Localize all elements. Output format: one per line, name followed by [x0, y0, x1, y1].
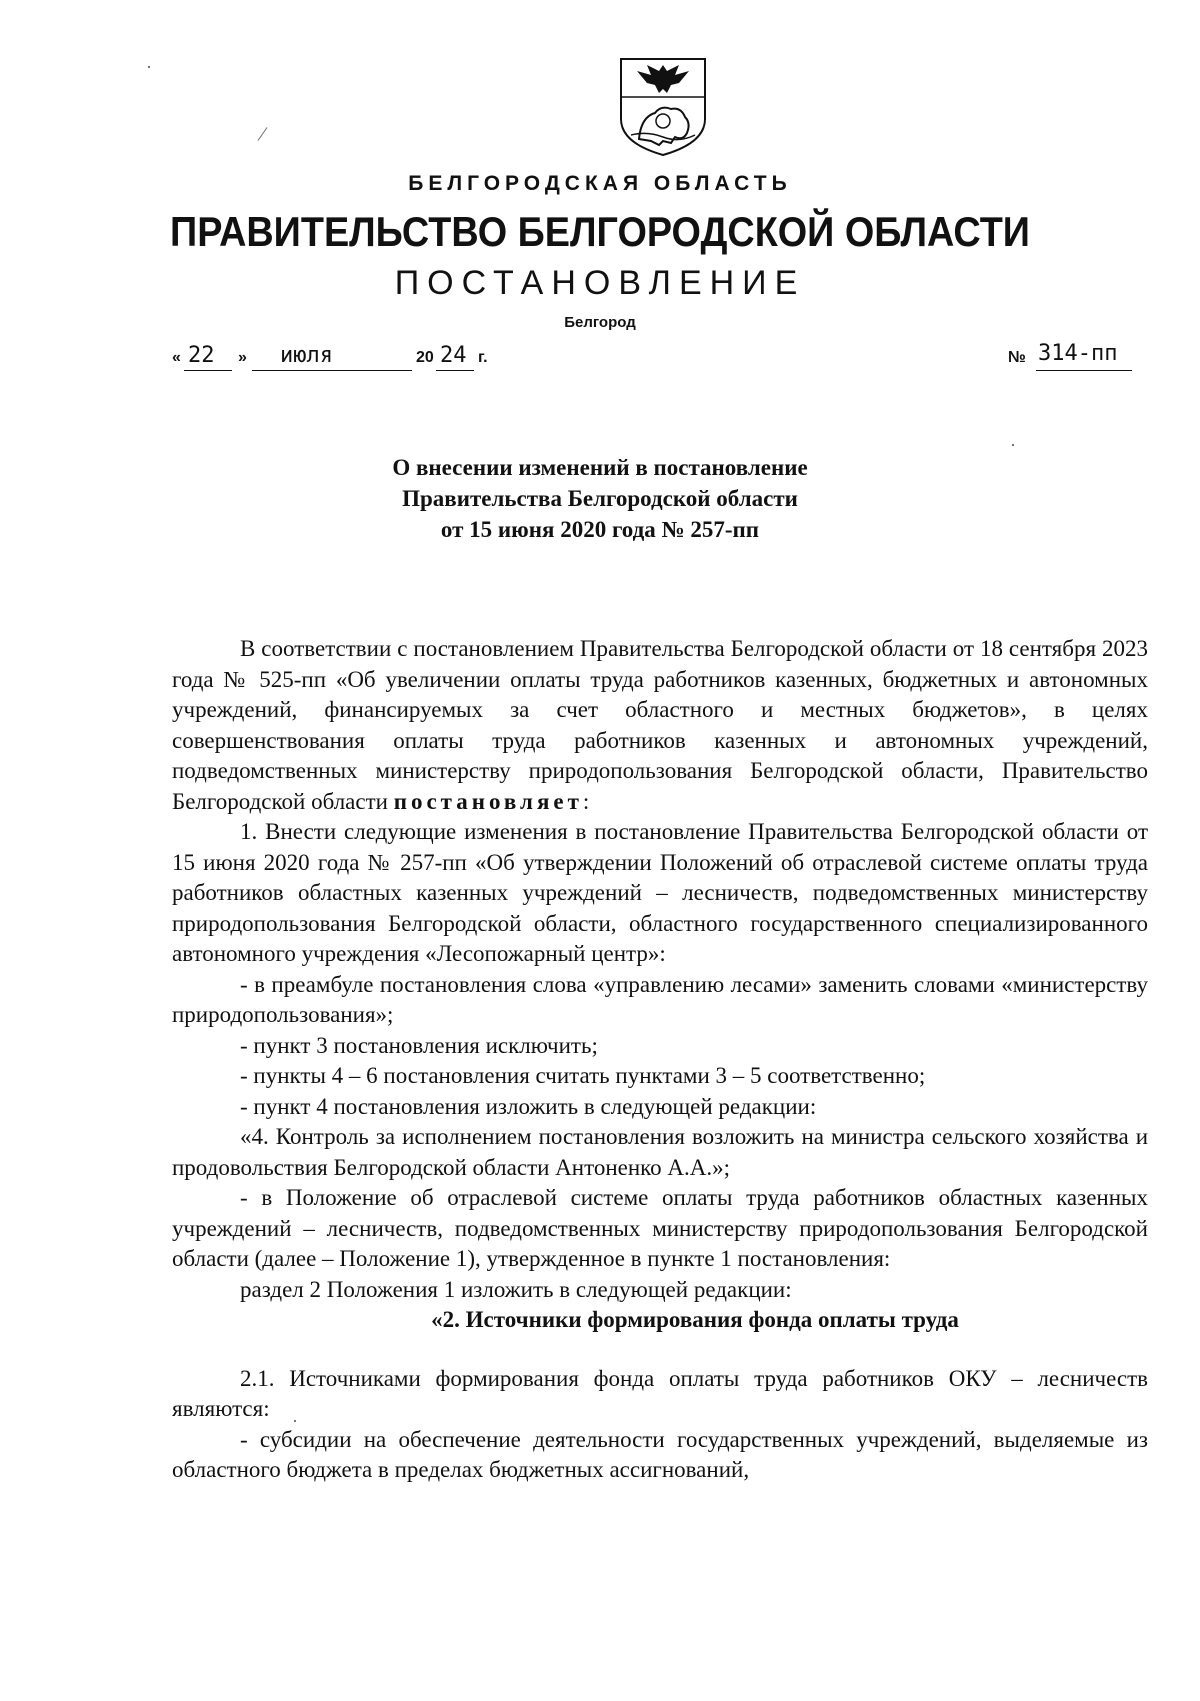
- paragraph-point-3: - пункт 3 постановления исключить;: [240, 1032, 598, 1058]
- date-open-quote: «: [172, 349, 181, 366]
- decree-verb-colon: :: [582, 788, 590, 814]
- paragraph-preamble: [172, 634, 1148, 817]
- title-line-1: О внесении изменений в постановление: [392, 455, 808, 480]
- document-title: [0, 452, 1200, 545]
- paragraph-subsidies: - субсидии на обеспечение деятельности государственных учреждений, выделяемые из областного бюджета в пределах бюджетных ассигнований,: [172, 1426, 1148, 1482]
- paragraph-control: «4. Контроль за исполнением постановления возложить на министра сельского хозяйства и продовольствия Белгородской области Антоненко А.А.»;: [172, 1124, 1148, 1180]
- paragraph-regulation-1: - в Положение об отраслевой системе оплаты труда работников областных казенных учреждений – лесничеств, подведомственных министерству природопользования Белгородской области (далее – Положение 1), утвержденное в пункте 1 постановления:: [172, 1185, 1148, 1271]
- paragraph-preamble-change: - в преамбуле постановления слова «управлению лесами» заменить словами «министерству природопользования»;: [172, 971, 1148, 1027]
- coat-of-arms-emblem: [617, 57, 709, 157]
- scan-dot: [148, 66, 150, 68]
- paragraph-points-renumber: - пункты 4 – 6 постановления считать пунктами 3 – 5 соответственно;: [240, 1063, 926, 1088]
- number-underline: [1036, 370, 1132, 371]
- decree-verb: постановляет: [393, 788, 583, 814]
- date-year-prefix: 20: [416, 349, 434, 366]
- month-underline: [252, 370, 412, 371]
- paragraph-point-4: - пункт 4 постановления изложить в следующей редакции:: [240, 1093, 817, 1119]
- government-name: ПРАВИТЕЛЬСТВО БЕЛГОРОДСКОЙ ОБЛАСТИ: [170, 208, 1030, 255]
- paragraph-item-1: 1. Внести следующие изменения в постановление Правительства Белгородской области от 15 июня 2020 года № 257-пп «Об утверждении Положений об отраслевой системе оплаты труда работников областных казенных учреждений – лесничеств, подведомственных министерству природопользования Белгородской области, областного государственного специализированного автономного учреждения «Лесопожарный центр»:: [172, 819, 1148, 966]
- title-line-2: Правительства Белгородской области: [402, 486, 798, 511]
- paragraph-2-1: 2.1. Источниками формирования фонда оплаты труда работников ОКУ – лесничеств являются:: [172, 1365, 1148, 1421]
- title-line-3: от 15 июня 2020 года № 257-пп: [440, 517, 760, 542]
- section-heading: «2. Источники формирования фонда оплаты труда: [431, 1307, 959, 1332]
- number-value: 314-пп: [1038, 341, 1118, 366]
- city-name: Белгород: [564, 314, 636, 331]
- region-name: БЕЛГОРОДСКАЯ ОБЛАСТЬ: [408, 172, 792, 195]
- date-month: июля: [280, 343, 333, 368]
- scan-mark: [258, 127, 268, 141]
- spacer: [172, 1336, 1148, 1364]
- document-type: ПОСТАНОВЛЕНИЕ: [394, 264, 806, 302]
- scan-dot: [294, 1420, 296, 1422]
- date-day: 22: [188, 343, 215, 368]
- day-underline: [184, 370, 232, 371]
- year-underline: [436, 370, 474, 371]
- paragraph-section-2: раздел 2 Положения 1 изложить в следующей редакции:: [240, 1276, 792, 1302]
- document-body: [172, 634, 1148, 1486]
- date-close-quote: »: [238, 349, 247, 366]
- scan-dot: [1012, 444, 1014, 446]
- number-label: №: [1008, 349, 1026, 366]
- date-year-suffix: 24: [440, 343, 467, 368]
- preamble-text: В соответствии с постановлением Правительства Белгородской области от 18 сентября 2023 года № 525-пп «Об увеличении оплаты труда работников казенных, бюджетных и автономных учреждений, финансируемых за счет областного и местных бюджетов», в целях совершенствования оплаты труда работников казенных и автономных учреждений, подведомственных министерству природопользования Белгородской области, Правительство Белгородской области: [172, 636, 1148, 814]
- date-year-abbr: г.: [478, 349, 488, 366]
